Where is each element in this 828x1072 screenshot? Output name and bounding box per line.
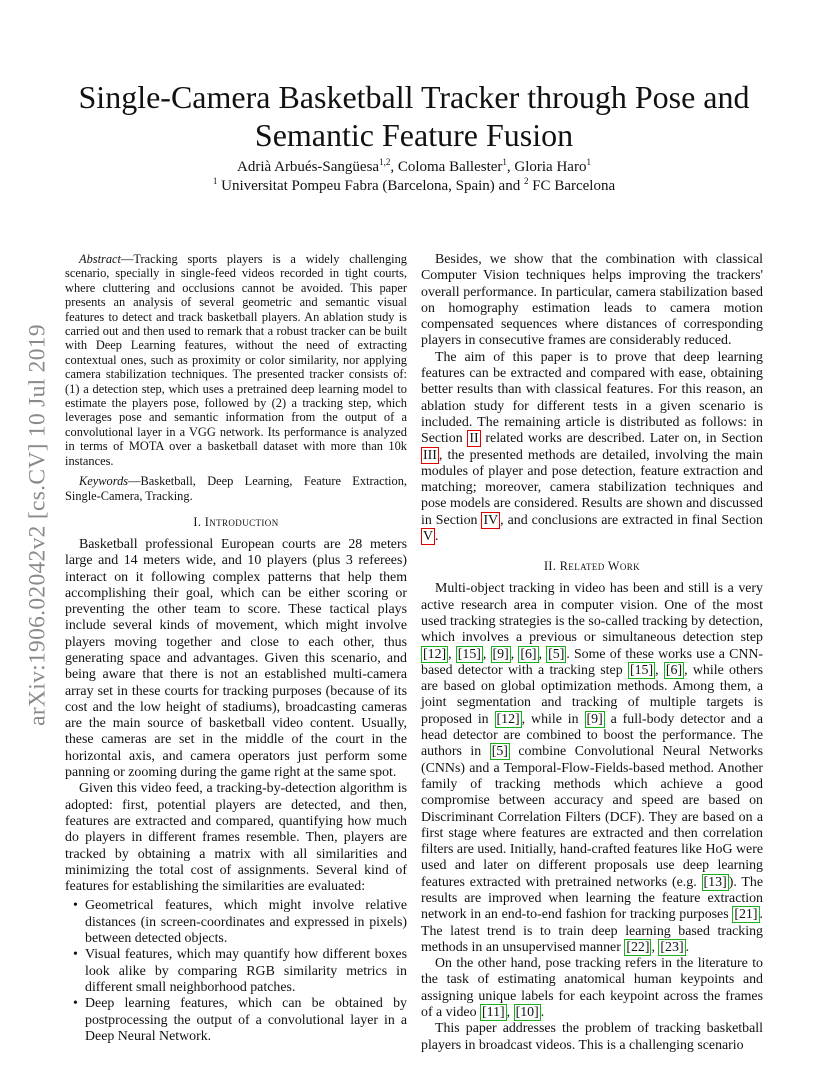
abstract-text: —Tracking sports players is a widely challenging scenario, specially in single-feed videos recorded in tight courts, where cluttering and occlusions cannot be avoided. This paper presents an analysis of several geometric and semantic visual features to detect and track basketball players. An ablation study is carried out and then used to remark that a robust tracker can be built with Deep Learning features, without the need of extracting contextual ones, such as proximity or color similarity, nor applying camera stabilization techniques. The presented tracker consists of: (1) a detection step, which uses a pretrained deep learning model to estimate the players pose, followed by (2) a tracking step, which leverages pose and semantic information from the output of a convolutional layer in a VGG network. Its performance is analyzed in terms of MOTA over a basketball dataset with more than 10k instances. [65,252,407,468]
list-item: • Visual features, which may quantify how different boxes look alike by comparing RGB similarity metrics in different small neighborhood patches. [85,947,407,996]
section-number: I. [193,514,205,529]
text-run: . [540,1005,545,1021]
intro-paragraph-3: Besides, we show that the combination with classical Computer Vision techniques helps improving the trackers' overall performance. In particular, camera stabilization based on homography estimation leads to camera motion compensated sequences where distances of corresponding players in consecutive frames are considerably reduced. [421,252,763,349]
affil-1-mark: 1 [212,176,218,186]
text-run: , and conclusions are extracted in final Section [500,512,764,528]
citation-link[interactable]: [11] [482,1005,505,1021]
citation-link[interactable]: [12] [423,646,447,662]
affiliation-line [60,177,768,196]
section-heading-introduction [65,515,407,530]
section-link-iv[interactable]: IV [483,512,499,528]
citation-link[interactable]: [15] [457,646,481,662]
text-run: The aim of this paper is to prove that deep learning features can be extracted and compared with ease, obtaining better results than with classical features. For this reason, an ablation study for different tests in a given scenario is included. The remaining article is distributed as follows: in Section [421,349,763,447]
author-3-affil: 1 [586,157,591,167]
affil-2-mark: 2 [523,176,529,186]
text-run: , [651,939,659,955]
author-2: , Coloma Ballester [390,159,503,175]
section-name: Related Work [559,559,641,574]
text-run: , [510,646,519,662]
author-1-affil: 1,2 [379,157,391,167]
related-work-paragraph-2 [421,956,763,1021]
citation-link[interactable]: [6] [665,662,683,678]
section-number: II. [543,559,560,574]
text-run: ). The results are improved when learning the feature extraction network in an end-to-end fashion for tracking purposes [421,874,763,923]
author-line [60,158,768,177]
section-link-v[interactable]: V [423,529,434,545]
related-work-paragraph-3: This paper addresses the problem of tracking basketball players in broadcast videos. This is a challenging scenario [421,1021,763,1053]
intro-paragraph-2: Given this video feed, a tracking-by-detection algorithm is adopted: first, potential players are detected, and then, features are extracted and compared, quantifying how much do players in different frames resemble. Then, players are tracked by obtaining a matrix with all similarities and minimizing the total cost of assignments. Several kind of features for establishing the similarities are evaluated: [65,781,407,895]
citation-link[interactable]: [15] [629,662,654,678]
text-run: , [448,646,456,662]
arxiv-id: arXiv:1906.02042v2 [cs.CV] 10 Jul 2019 [24,324,51,726]
author-1: Adrià Arbués-Sangüesa [237,159,380,175]
citation-link[interactable]: [5] [491,744,508,760]
citation-link[interactable]: [5] [548,646,565,662]
citation-link[interactable]: [13] [703,874,727,890]
text-run: . Some of these works use a CNN-based detector with a tracking step [421,646,764,678]
section-heading-related-work [421,559,763,574]
abstract-label: Abstract [79,252,121,266]
intro-paragraph-1: Basketball professional European courts are 28 meters large and 14 meters wide, and 10 players (plus 3 referees) interact on it following complex patterns that help them accomplishing their goal, which can be either scoring or preventing the other team to score. These tactical plays include several kinds of movement, which might involve players moving together and close to each other, thus generating space and advantages. Given this scenario, and being aware that there is not an established multi-camera array set in these courts for tracking purposes (because of its cost and the low height of stadiums), broadcasting cameras are the main source of basketball video content. Usually, these cameras are set in the middle of the court in the horizontal axis, and camera operators just perform some panning or zooming during the game right at the same spot. [65,536,407,781]
affil-1: Universitat Pompeu Fabra (Barcelona, Spain) and [217,178,524,194]
author-2-affil: 1 [502,157,507,167]
arxiv-stamp [20,295,56,755]
text-run: , [538,646,547,662]
right-column [421,252,763,1054]
text-run: related works are described. Later on, in Section [480,431,764,447]
text-run: . The latest trend is to train deep learning based tracking methods in an unsupervised manner [421,907,763,955]
text-run: , [655,662,664,678]
feature-list [65,898,407,1045]
paper-title [60,78,768,154]
text-run: combine Convolutional Neural Networks (CNNs) and a Temporal-Flow-Fields-based method. Another family of tracking methods which achieve a good compromise between accuracy and speed are based on Discriminant Correlation Filters (DCF). They are based on a first stage where features are extracted and then correlation filters are used. Initially, hand-crafted features like HoG were used and later on different proposals use deep learning features extracted with pretrained networks (e.g. [421,744,763,890]
citation-link[interactable]: [22] [626,939,650,955]
keywords [65,474,407,503]
text-run: On the other hand, pose tracking refers in the literature to the task of estimating anatomical human keypoints and assigning unique labels for each keypoint across the frames of a video [421,956,763,1021]
related-work-paragraph-1 [421,581,763,956]
text-run: Multi-object tracking in video has been and still is a very active research area in computer vision. One of the most used tracking strategies is the so-called tracking by detection, which involves a previous or simultaneous detection step [421,581,763,646]
citation-link[interactable]: [9] [492,646,509,662]
intro-paragraph-4 [421,350,763,546]
title-line-2: Semantic Feature Fusion [254,117,574,153]
text-run: , while in [521,711,585,727]
authors-block [60,158,768,196]
text-run: , [506,1005,514,1021]
section-link-ii[interactable]: II [469,431,479,447]
left-column [65,252,407,1045]
citation-link[interactable]: [6] [520,646,537,662]
list-item: • Geometrical features, which might involve relative distances (in screen-coordinates and expressed in pixels) between detected objects. [85,898,407,947]
citation-link[interactable]: [9] [586,711,603,727]
section-name: Introduction [204,514,279,529]
text-run: . [685,939,690,955]
list-item: • Deep learning features, which can be obtained by postprocessing the output of a convolutional layer in a Deep Neural Network. [85,996,407,1045]
text-run: , [482,646,491,662]
citation-link[interactable]: [12] [496,711,520,727]
text-run: , while others are based on global optimization methods. Among them, a joint segmentation and tracking of multiple targets is proposed in [421,662,763,727]
citation-link[interactable]: [23] [660,939,684,955]
title-line-1: Single-Camera Basketball Tracker through Pose and [78,79,750,115]
keywords-text: —Basketball, Deep Learning, Feature Extraction, Single-Camera, Tracking. [65,474,407,503]
affil-2: FC Barcelona [528,178,616,194]
citation-link[interactable]: [21] [734,907,758,923]
text-run: a full-body detector and a head detector are combined to boost the performance. The authors in [421,711,763,760]
text-run: , the presented methods are detailed, involving the main modules of player and pose detection, feature extraction and matching; moreover, camera stabilization techniques and pose models are considered. Results are shown and discussed in Section [421,447,763,528]
keywords-label: Keywords [79,474,129,489]
author-3: , Gloria Haro [506,159,587,175]
section-link-iii[interactable]: III [423,447,437,463]
abstract [65,252,407,468]
text-run: . [435,529,439,545]
citation-link[interactable]: [10] [515,1005,539,1021]
